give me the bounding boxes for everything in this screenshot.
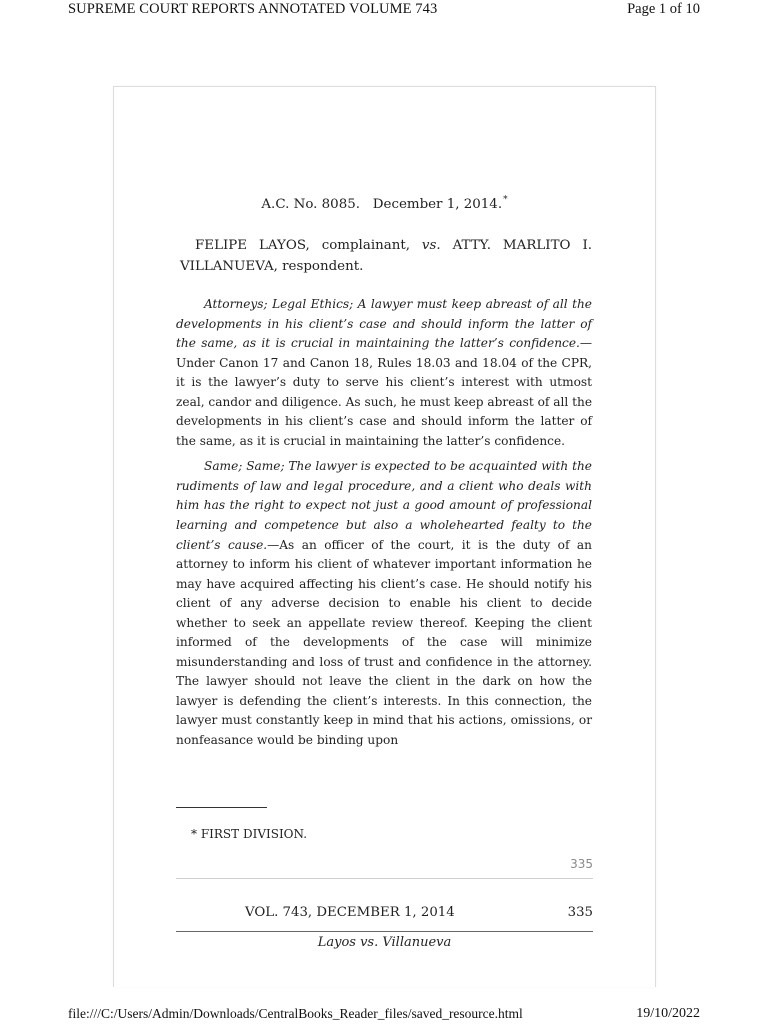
running-header-volume: VOL. 743, DECEMBER 1, 2014 [245,905,455,920]
footnote: * FIRST DIVISION. [191,827,308,841]
syllabus-paragraph [176,457,592,750]
browser-print-date: 19/10/2022 [636,1006,700,1021]
browser-page-indicator: Page 1 of 10 [627,1,700,17]
respondent-name: ATTY. MARLITO I. VILLANUEVA [180,238,592,274]
browser-file-path: file:///C:/Users/Admin/Downloads/CentralBooks_Reader_files/saved_resource.html [68,1006,523,1021]
running-header-page: 335 [567,905,593,920]
versus-text: vs. [421,238,441,253]
syllabus-body [176,295,592,751]
browser-print-title: SUPREME COURT REPORTS ANNOTATED VOLUME 743 [68,1,438,17]
running-header-case-title: Layos vs. Villanueva [317,935,452,950]
page-break-divider [176,878,593,879]
syllabus-paragraph [176,295,592,451]
footnote-divider [176,807,267,808]
respondent-role: , respondent. [273,259,364,274]
syllabus-text: —As an officer of the court, it is the duty of an attorney to inform his client of whatever important information he may have acquired affecting his client’s case. He should notify his client of any adverse decision to enable his client to decide whether to seek an appellate review thereof. Keeping the client informed of the developments of the case will minimize misunderstanding and loss of trust and confidence in the attorney. The lawyer should not leave the client in the dark on how the lawyer is defending the client’s interests. In this connection, the lawyer must constantly keep in mind that his actions, omissions, or nonfeasance would be binding upon [176,537,592,748]
complainant-role: , complainant, [305,238,422,253]
case-footnote-mark: * [503,195,508,205]
syllabus-text: —Under Canon 17 and Canon 18, Rules 18.03 and 18.04 of the CPR, it is the lawyer’s duty to serve his client’s interest with utmost zeal, candor and diligence. As such, he must keep abreast of all the developments in his client’s case and should inform the latter of the same, as it is crucial in maintaining the latter’s confidence. [176,336,592,448]
case-parties [180,235,592,277]
complainant-name: FELIPE LAYOS [195,238,306,253]
case-heading [114,195,655,212]
syllabus-headnote: Attorneys; Legal Ethics; A lawyer must keep abreast of all the developments in his client’s case and should inform the latter of the same, as it is crucial in maintaining the latter’s confidence. [176,297,592,351]
running-header-divider [176,931,593,932]
case-date: December 1, 2014. [372,197,503,212]
document-page [113,86,656,987]
page-number: 335 [570,857,593,871]
case-number: A.C. No. 8085. [261,197,360,212]
syllabus-headnote: Same; Same; The lawyer is expected to be acquainted with the rudiments of law and legal procedure, and a client who deals with him has the right to expect not just a good amount of professional learning and competence but also a wholehearted fealty to the client’s cause. [176,459,592,552]
